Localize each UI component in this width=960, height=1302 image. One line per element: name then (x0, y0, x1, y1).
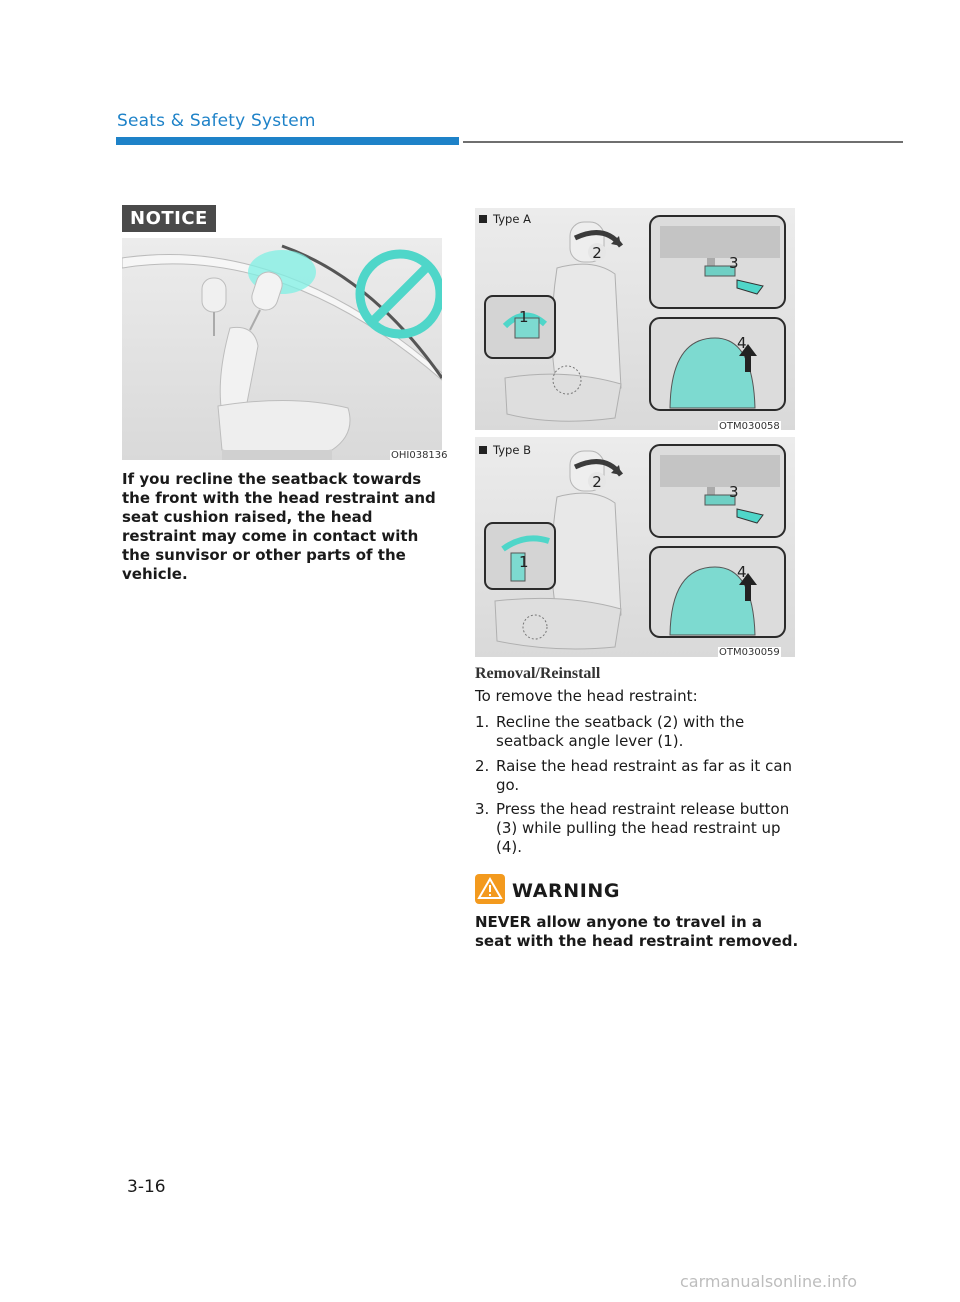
section-title: Seats & Safety System (117, 111, 316, 131)
seat-removal-drawing-b (475, 437, 795, 657)
watermark: carmanualsonline.info (680, 1272, 858, 1291)
notice-badge: NOTICE (122, 205, 216, 232)
warning-icon (475, 874, 505, 904)
seat-removal-drawing-a (475, 208, 795, 430)
step-text: Recline the seatback (2) with the seatback angle lever (1). (496, 713, 745, 750)
page-number: 3-16 (127, 1177, 166, 1197)
step-number: 1. (475, 713, 490, 731)
callout-4-b: 4 (737, 563, 747, 581)
callout-3-b: 3 (729, 483, 739, 501)
notice-illustration (122, 238, 442, 460)
figure-b-code: OTM030059 (719, 647, 780, 658)
callout-3-a: 3 (729, 254, 739, 272)
figure-type-a (475, 208, 795, 430)
type-b-label: Type B (479, 443, 531, 457)
callout-2-b: 2 (592, 473, 602, 491)
removal-step-2 (475, 757, 800, 795)
step-number: 3. (475, 800, 490, 818)
notice-figure-code: OHI038136 (391, 450, 448, 461)
warning-text: NEVER allow anyone to travel in a seat with the head restraint removed. (475, 913, 799, 950)
bullet-square-icon (479, 215, 487, 223)
callout-1-b: 1 (519, 553, 529, 571)
callout-2-a: 2 (592, 244, 602, 262)
figure-type-b (475, 437, 795, 657)
type-a-label: Type A (479, 212, 531, 226)
bullet-square-icon (479, 446, 487, 454)
removal-intro: To remove the head restraint: (475, 687, 698, 705)
header-rule (463, 141, 903, 143)
step-text: Raise the head restraint as far as it can go. (496, 757, 793, 794)
seat-sunvisor-drawing (122, 238, 442, 460)
callout-4-a: 4 (737, 334, 747, 352)
callout-1-a: 1 (519, 308, 529, 326)
removal-step-1 (475, 713, 800, 751)
header-rule-accent (116, 137, 459, 145)
step-number: 2. (475, 757, 490, 775)
removal-heading: Removal/Reinstall (475, 665, 601, 682)
removal-step-3 (475, 800, 800, 857)
notice-text: If you recline the seatback towards the front with the head restraint and seat cushion raised, the head restraint may come in contact with the sunvisor or other parts of the vehicle. (122, 470, 436, 583)
warning-title: WARNING (512, 880, 621, 902)
figure-a-code: OTM030058 (719, 421, 780, 432)
step-text: Press the head restraint release button (3) while pulling the head restraint up (4). (496, 800, 790, 856)
